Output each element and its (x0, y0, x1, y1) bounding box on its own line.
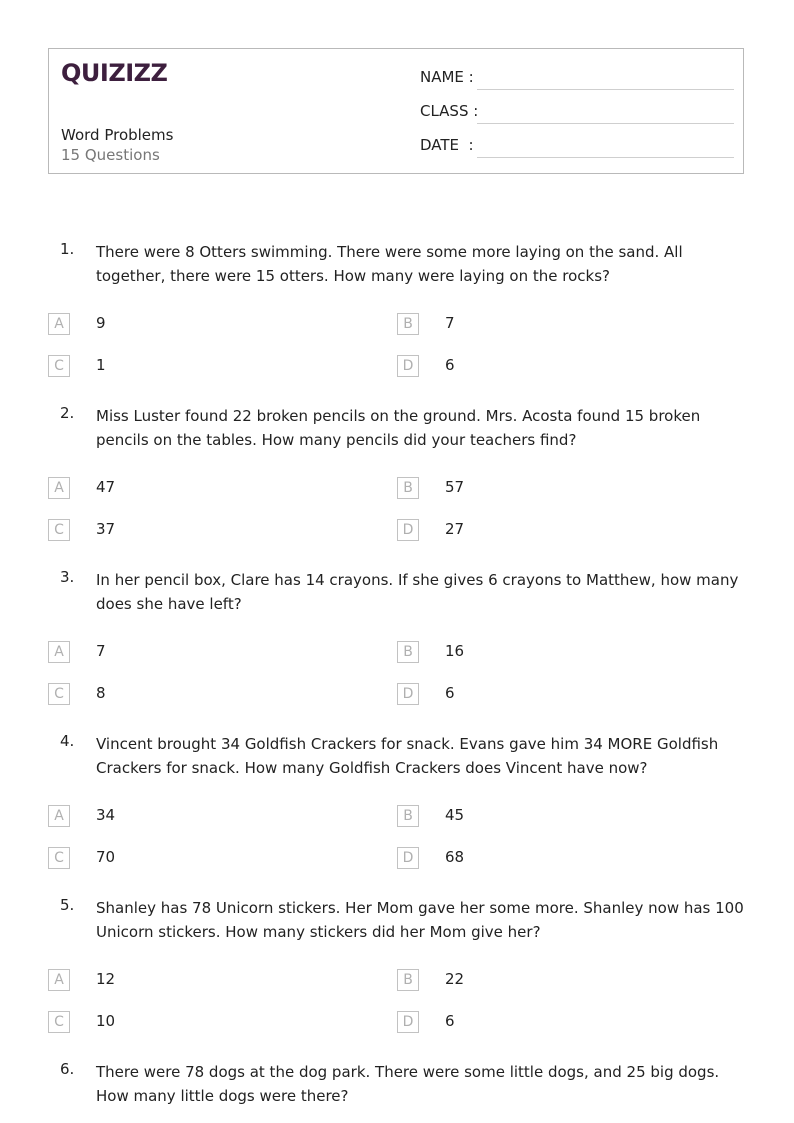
option-value: 1 (96, 356, 106, 374)
option-value: 37 (96, 520, 116, 538)
option-letter-box: B (397, 477, 419, 499)
option-letter-box: A (48, 805, 70, 827)
question-number: 3. (60, 568, 75, 586)
option-value: 12 (96, 970, 116, 988)
question-text: There were 78 dogs at the dog park. There were some little dogs, and 25 big dogs. How many little dogs were there? (96, 1063, 720, 1105)
worksheet-title: Word Problems (61, 126, 174, 144)
option-letter-box: D (397, 1011, 419, 1033)
option-value: 6 (445, 1012, 455, 1030)
option-letter-box: D (397, 847, 419, 869)
name-line (477, 89, 734, 90)
question-count: 15 Questions (61, 146, 160, 164)
date-line (477, 157, 734, 158)
class-field[interactable] (420, 102, 734, 124)
question-text: Vincent brought 34 Goldfish Crackers for snack. Evans gave him 34 MORE Goldfish Crackers for snack. How many Goldfish Crackers does Vincent have now? (96, 735, 719, 777)
option-value: 9 (96, 314, 106, 332)
option-letter-box: C (48, 355, 70, 377)
question-number: 2. (60, 404, 75, 422)
class-line (477, 123, 734, 124)
option-letter-box: D (397, 355, 419, 377)
option-value: 34 (96, 806, 116, 824)
option-letter-box: D (397, 683, 419, 705)
option-letter-box: C (48, 1011, 70, 1033)
option-value: 45 (445, 806, 465, 824)
option-value: 22 (445, 970, 465, 988)
option-value: 7 (96, 642, 106, 660)
worksheet-header (48, 48, 744, 174)
option-letter-box: A (48, 969, 70, 991)
option-value: 10 (96, 1012, 116, 1030)
option-letter-box: C (48, 847, 70, 869)
question-text: Miss Luster found 22 broken pencils on the ground. Mrs. Acosta found 15 broken pencils on the tables. How many pencils did your teachers find? (96, 407, 701, 449)
option-value: 27 (445, 520, 465, 538)
name-label: NAME : (420, 68, 474, 86)
date-field[interactable] (420, 136, 734, 158)
question-number: 4. (60, 732, 75, 750)
option-value: 47 (96, 478, 116, 496)
quizizz-logo: QUIZIZZ (61, 59, 168, 87)
option-value: 68 (445, 848, 465, 866)
date-label: DATE : (420, 136, 474, 154)
option-value: 6 (445, 684, 455, 702)
option-letter-box: C (48, 519, 70, 541)
option-letter-box: B (397, 805, 419, 827)
option-letter-box: D (397, 519, 419, 541)
question-text: There were 8 Otters swimming. There were some more laying on the sand. All together, there were 15 otters. How many were laying on the rocks? (96, 243, 683, 285)
option-letter-box: B (397, 641, 419, 663)
option-letter-box: A (48, 477, 70, 499)
question-number: 1. (60, 240, 75, 258)
option-letter-box: C (48, 683, 70, 705)
option-value: 6 (445, 356, 455, 374)
option-value: 8 (96, 684, 106, 702)
option-value: 7 (445, 314, 455, 332)
class-label: CLASS : (420, 102, 479, 120)
option-letter-box: B (397, 969, 419, 991)
name-field[interactable] (420, 68, 734, 90)
question-number: 5. (60, 896, 75, 914)
option-value: 57 (445, 478, 465, 496)
option-value: 70 (96, 848, 116, 866)
option-value: 16 (445, 642, 465, 660)
option-letter-box: B (397, 313, 419, 335)
option-letter-box: A (48, 313, 70, 335)
question-number: 6. (60, 1060, 75, 1078)
question-text: In her pencil box, Clare has 14 crayons. If she gives 6 crayons to Matthew, how many does she have left? (96, 571, 739, 613)
question-text: Shanley has 78 Unicorn stickers. Her Mom gave her some more. Shanley now has 100 Unicorn stickers. How many stickers did her Mom give her? (96, 899, 744, 941)
option-letter-box: A (48, 641, 70, 663)
